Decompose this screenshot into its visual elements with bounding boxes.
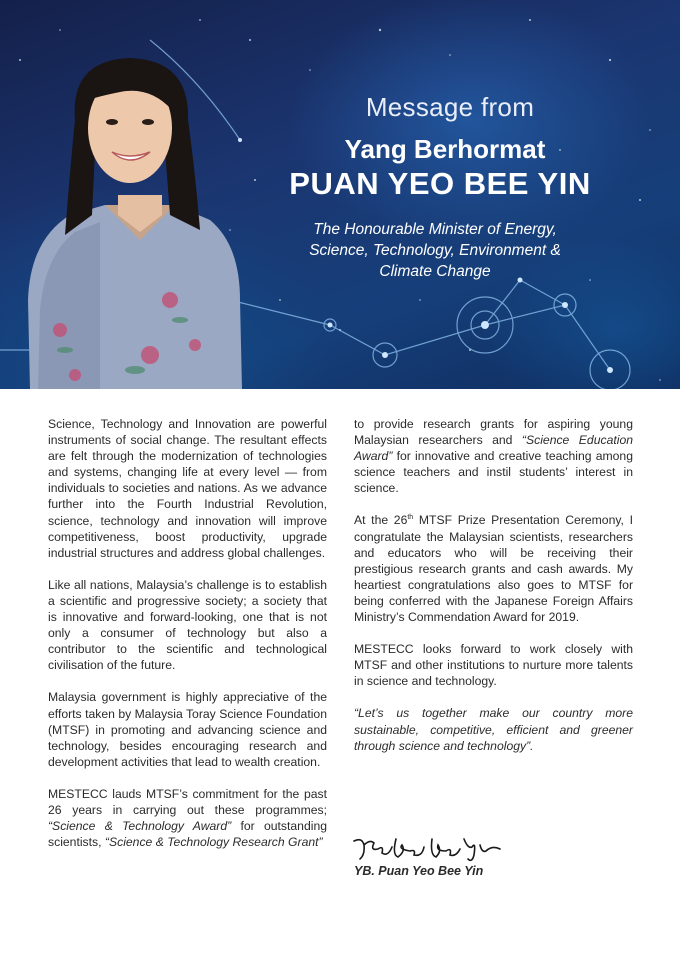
text-run: for outstanding scientists, xyxy=(48,819,327,850)
role-line: Science, Technology, Environment & xyxy=(309,242,561,259)
role-line: Climate Change xyxy=(379,263,491,280)
paragraph: MESTECC looks forward to work closely with MTSF and other institutions to nurture more talents in science and technology. xyxy=(354,642,633,689)
paragraph-programmes xyxy=(48,786,327,850)
ordinal-suffix: th xyxy=(407,514,414,522)
text-run: for innovative and creative teaching among science teachers and instil students’ interest in science. xyxy=(354,449,633,496)
award-name: “Science Education Award” xyxy=(354,433,633,464)
paragraph: Malaysia government is highly appreciative of the efforts taken by Malaysia Toray Science Foundation (MTSF) in promoting and advancing science and technology, besides encouraging research and development activities that lead to wealth creation. xyxy=(48,690,327,769)
text-run: to provide research grants for aspiring young Malaysian researchers and xyxy=(354,417,633,448)
body-column-left xyxy=(48,416,327,866)
award-name: “Science & Technology Award” xyxy=(48,819,232,834)
closing-quote: “Let’s us together make our country more sustainable, competitive, efficient and greener through science and technology”. xyxy=(354,706,633,753)
minister-name: PUAN YEO BEE YIN xyxy=(289,166,591,201)
paragraph-ceremony xyxy=(354,512,633,625)
minister-portrait xyxy=(0,0,260,389)
text-run: At the 26 xyxy=(354,513,408,528)
hero-banner xyxy=(0,0,680,389)
honorific-title: Yang Berhormat xyxy=(344,134,546,164)
signatory-name: YB. Puan Yeo Bee Yin xyxy=(354,864,484,878)
message-from-heading: Message from xyxy=(365,92,535,122)
role-line: The Honourable Minister of Energy, xyxy=(313,221,557,238)
text-run: MESTECC lauds MTSF’s commitment for the past 26 years in carrying out these programmes; xyxy=(48,786,327,817)
paragraph: Science, Technology and Innovation are powerful instruments of social change. The resultant effects are felt through the modernization of technologies and systems, changing life at every level — from individuals to societies and nations. As we advance further into the Fourth Industrial Revolution, science, technology and innovation will improve competitiveness, boost productivity, upgrade industrial structures and address global challenges. xyxy=(48,417,327,560)
grant-name: “Science & Technology Research Grant” xyxy=(104,835,323,850)
handwritten-signature xyxy=(352,835,502,863)
body-column-right xyxy=(354,416,633,770)
paragraph-continued xyxy=(354,416,633,496)
text-run: MTSF Prize Presentation Ceremony, I congratulate the Malaysian scientists, researchers and educators who will be receiving their prestigious research grants and cash awards. My heartiest congratulations also goes to MTSF for being conferred with the Japanese Foreign Affairs Ministry’s Commendation Award for 2019. xyxy=(354,513,633,625)
paragraph: Like all nations, Malaysia’s challenge is to establish a scientific and progressive society; a society that is innovative and forward-looking, one that is not only a consumer of technology but also a contributor to the scientific and technological civilisation of the future. xyxy=(48,577,327,673)
minister-role xyxy=(285,219,585,282)
